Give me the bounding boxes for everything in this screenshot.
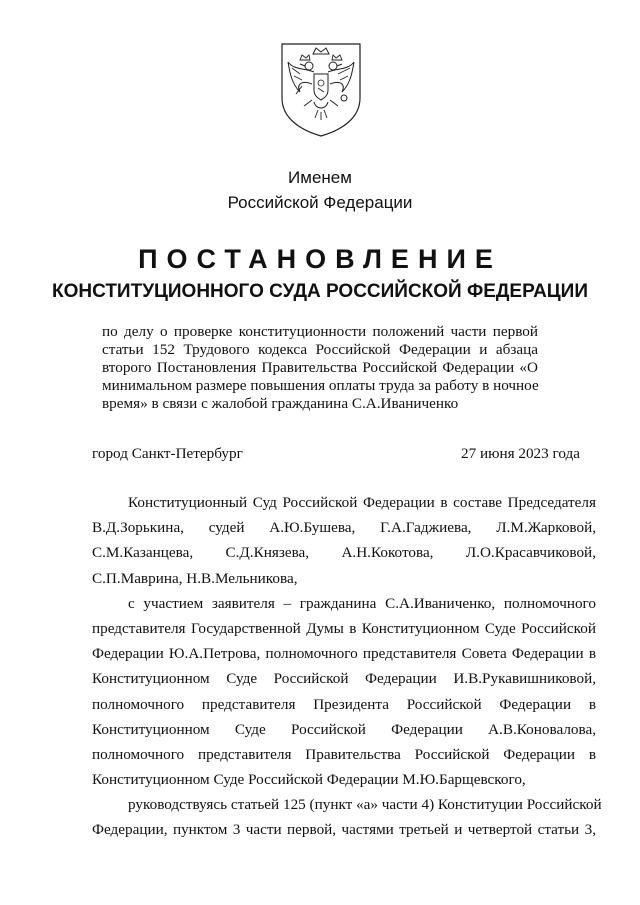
case-line: минимальном размере повышения оплаты труда за работу в ночное — [102, 377, 539, 394]
document-body — [92, 490, 602, 843]
body-line: Конституционный Суд Российской Федерации в составе Председателя — [128, 494, 596, 511]
body-line: с участием заявителя – гражданина С.А.Иваниченко, полномочного — [128, 594, 596, 612]
body-line: С.П.Маврина, Н.В.Мельникова, — [92, 569, 298, 587]
city: город Санкт-Петербург — [92, 445, 243, 462]
body-line: полномочного представителя Правительства Российской Федерации в — [92, 745, 596, 763]
case-description — [102, 323, 538, 413]
body-line: Конституционном Суде Российской Федерации И.В.Рукавишниковой, — [92, 670, 596, 688]
body-line: Федерации Ю.А.Петрова, полномочного представителя Совета Федерации в — [92, 645, 596, 663]
case-line: статьи 152 Трудового кодекса Российской Федерации и абзаца — [102, 341, 538, 358]
document-title: ПОСТАНОВЛЕНИЕ — [138, 244, 502, 274]
case-line: второго Постановления Правительства Российской Федерации «О — [102, 359, 538, 376]
case-line: по делу о проверке конституционности положений части первой — [102, 323, 538, 340]
body-line: Конституционном Суде Российской Федерации М.Ю.Барщевского, — [92, 771, 526, 789]
body-line: руководствуясь статьей 125 (пункт «а» части 4) Конституции Российской — [128, 796, 602, 814]
body-line: Конституционном Суде Российской Федерации А.В.Коновалова, — [92, 720, 596, 738]
document-subtitle: КОНСТИТУЦИОННОГО СУДА РОССИЙСКОЙ ФЕДЕРАЦИИ — [51, 281, 588, 302]
body-line: С.М.Казанцева, С.Д.Князева, А.Н.Кокотова, Л.О.Красавчиковой, — [92, 544, 596, 562]
in-the-name-line1: Именем — [288, 168, 352, 187]
body-line: полномочного представителя Президента Российской Федерации в — [92, 695, 596, 713]
body-line: Федерации, пунктом 3 части первой, частями третьей и четвертой статьи 3, — [92, 821, 596, 839]
body-line: В.Д.Зорькина, судей А.Ю.Бушева, Г.А.Гаджиева, Л.М.Жарковой, — [92, 519, 596, 537]
coat-of-arms-icon — [278, 40, 364, 138]
case-line: время» в связи с жалобой гражданина С.А.Иваниченко — [102, 395, 459, 412]
in-the-name-line2: Российской Федерации — [227, 193, 413, 212]
body-line: представителя Государственной Думы в Конституционном Суде Российской — [92, 619, 596, 637]
date: 27 июня 2023 года — [460, 445, 580, 462]
